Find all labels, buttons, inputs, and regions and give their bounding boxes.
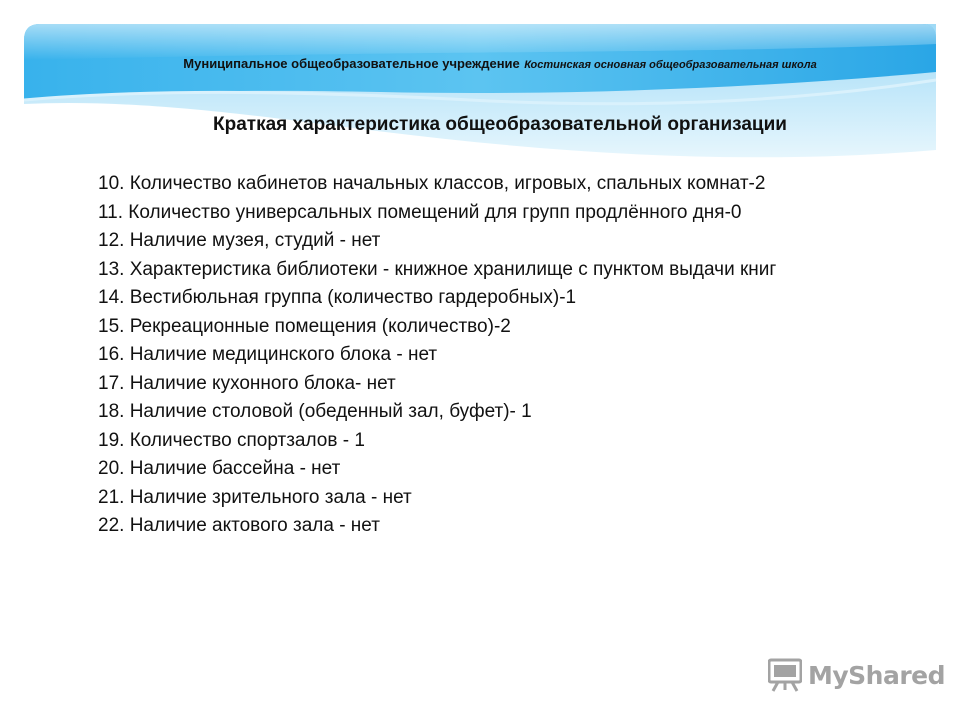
list-item: 13. Характеристика библиотеки - книжное хранилище с пунктом выдачи книг (98, 258, 777, 280)
list-item: 16. Наличие медицинского блока - нет (98, 344, 438, 365)
presentation-board-icon (768, 657, 802, 693)
institution-header (0, 55, 960, 73)
list-item: 18. Наличие столовой (обеденный зал, буфет)- 1 (98, 401, 532, 422)
school-name: Костинская основная общеобразовательная школа (524, 59, 817, 71)
list-item: 12. Наличие музея, студий - нет (98, 230, 381, 251)
characteristics-list (98, 170, 908, 541)
header-wave-decoration (0, 0, 960, 180)
list-item: 14. Вестибюльная группа (количество гардеробных)-1 (98, 287, 577, 308)
list-item: 22. Наличие актового зала - нет (98, 515, 380, 536)
list-item: 20. Наличие бассейна - нет (98, 458, 341, 479)
list-item: 21. Наличие зрительного зала - нет (98, 486, 412, 508)
list-item: 19. Количество спортзалов - 1 (98, 429, 365, 451)
institution-type: Муниципальное общеобразовательное учреждение (183, 56, 520, 71)
list-item: 17. Наличие кухонного блока- нет (98, 372, 396, 394)
watermark-text: MyShared (808, 660, 946, 690)
watermark-logo (768, 655, 945, 695)
list-item: 10. Количество кабинетов начальных классов, игровых, спальных комнат-2 (98, 173, 766, 194)
page-title: Краткая характеристика общеобразовательной организации (213, 114, 787, 135)
list-item: 15. Рекреационные помещения (количество)-2 (98, 315, 511, 337)
list-item: 11. Количество универсальных помещений для групп продлённого дня-0 (98, 201, 742, 223)
